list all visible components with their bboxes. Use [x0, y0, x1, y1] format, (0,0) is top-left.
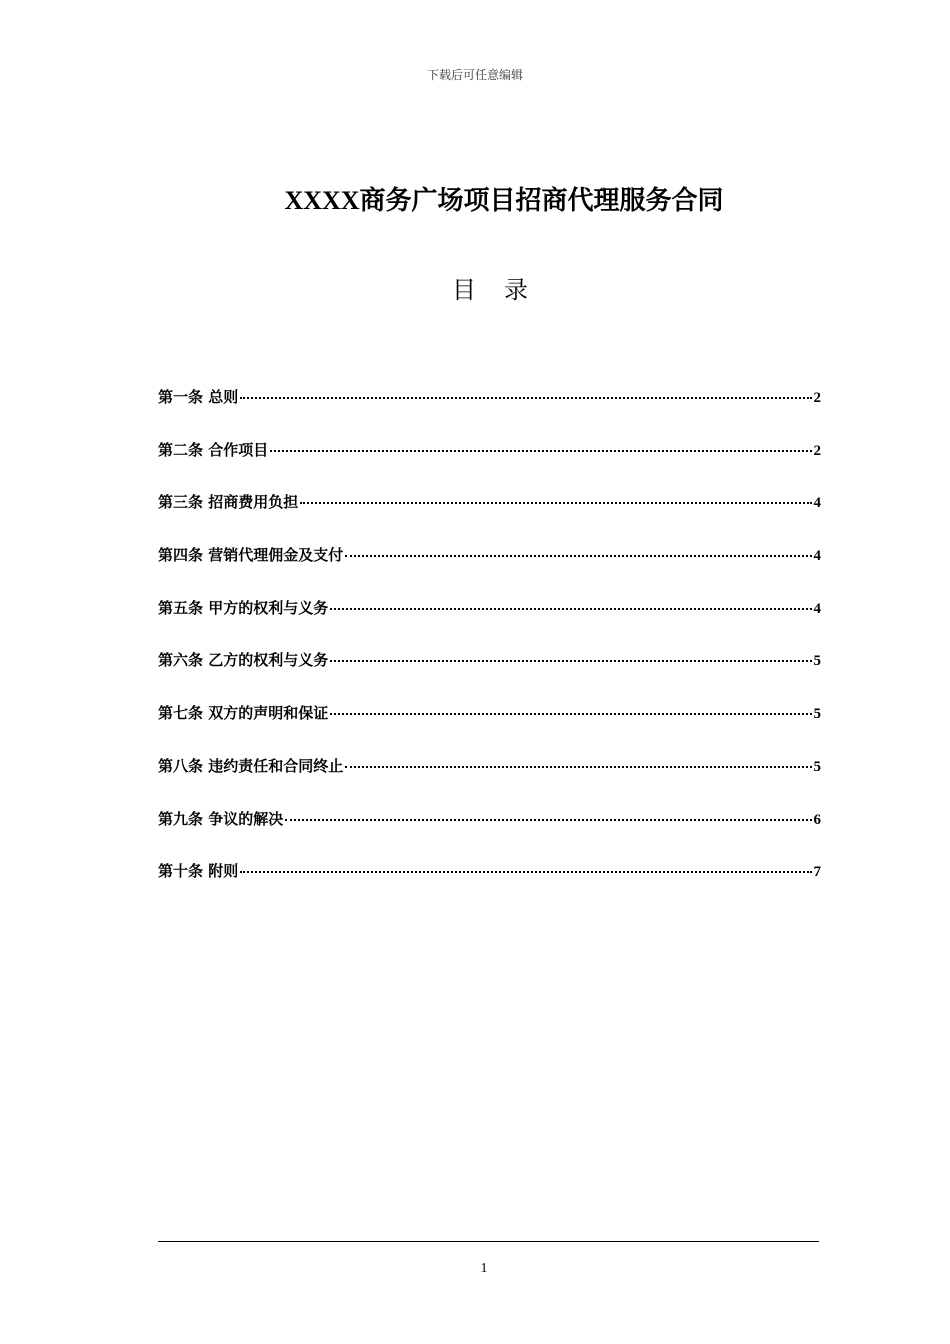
toc-heading: 目录 [452, 276, 556, 304]
toc-item-label: 第四条 营销代理佣金及支付 [158, 546, 344, 565]
document-title [29, 180, 950, 217]
page-number: 1 [480, 1261, 488, 1276]
toc-dot-leader [330, 660, 811, 662]
toc-item-label: 第七条 双方的声明和保证 [158, 704, 329, 723]
toc-item-page: 4 [813, 495, 821, 512]
toc-item-page: 2 [813, 442, 821, 459]
toc-item-page: 4 [813, 548, 821, 565]
toc-item[interactable] [158, 439, 821, 492]
toc-item-page: 4 [813, 600, 821, 617]
toc-item[interactable] [158, 491, 821, 544]
toc-dot-leader [240, 871, 811, 873]
toc-item[interactable] [158, 860, 821, 913]
toc-item-page: 7 [813, 864, 821, 881]
toc-item-label: 第三条 招商费用负担 [158, 493, 299, 512]
toc-item[interactable] [158, 544, 821, 597]
toc-item-label: 第十条 附则 [158, 862, 239, 881]
toc-item-label: 第六条 乙方的权利与义务 [158, 651, 329, 670]
toc-item[interactable] [158, 597, 821, 650]
toc-item-page: 5 [813, 758, 821, 775]
footer-divider [158, 1241, 819, 1242]
table-of-contents [158, 386, 821, 913]
header-note: 下载后可任意编辑 [426, 68, 523, 82]
toc-item[interactable] [158, 808, 821, 861]
toc-dot-leader [240, 397, 811, 399]
toc-item[interactable] [158, 386, 821, 439]
document-title-latin: XXXX [284, 186, 360, 215]
toc-item[interactable] [158, 649, 821, 702]
toc-item[interactable] [158, 755, 821, 808]
toc-dot-leader [345, 555, 811, 557]
toc-item-page: 5 [813, 706, 821, 723]
toc-item-label: 第一条 总则 [158, 388, 239, 406]
toc-dot-leader [330, 713, 811, 715]
document-title-chinese: 商务广场项目招商代理服务合同 [359, 186, 724, 216]
toc-item[interactable] [158, 702, 821, 755]
toc-dot-leader [330, 608, 811, 610]
toc-dot-leader [270, 450, 811, 452]
toc-item-label: 第九条 争议的解决 [158, 809, 284, 828]
toc-item-page: 6 [813, 811, 821, 828]
toc-item-page: 5 [813, 653, 821, 670]
toc-item-label: 第五条 甲方的权利与义务 [158, 598, 329, 617]
toc-dot-leader [345, 766, 811, 768]
toc-item-label: 第八条 违约责任和合同终止 [158, 756, 344, 775]
toc-dot-leader [300, 502, 811, 504]
toc-item-page: 2 [813, 390, 821, 406]
toc-item-label: 第二条 合作项目 [158, 440, 269, 459]
toc-dot-leader [285, 819, 811, 821]
